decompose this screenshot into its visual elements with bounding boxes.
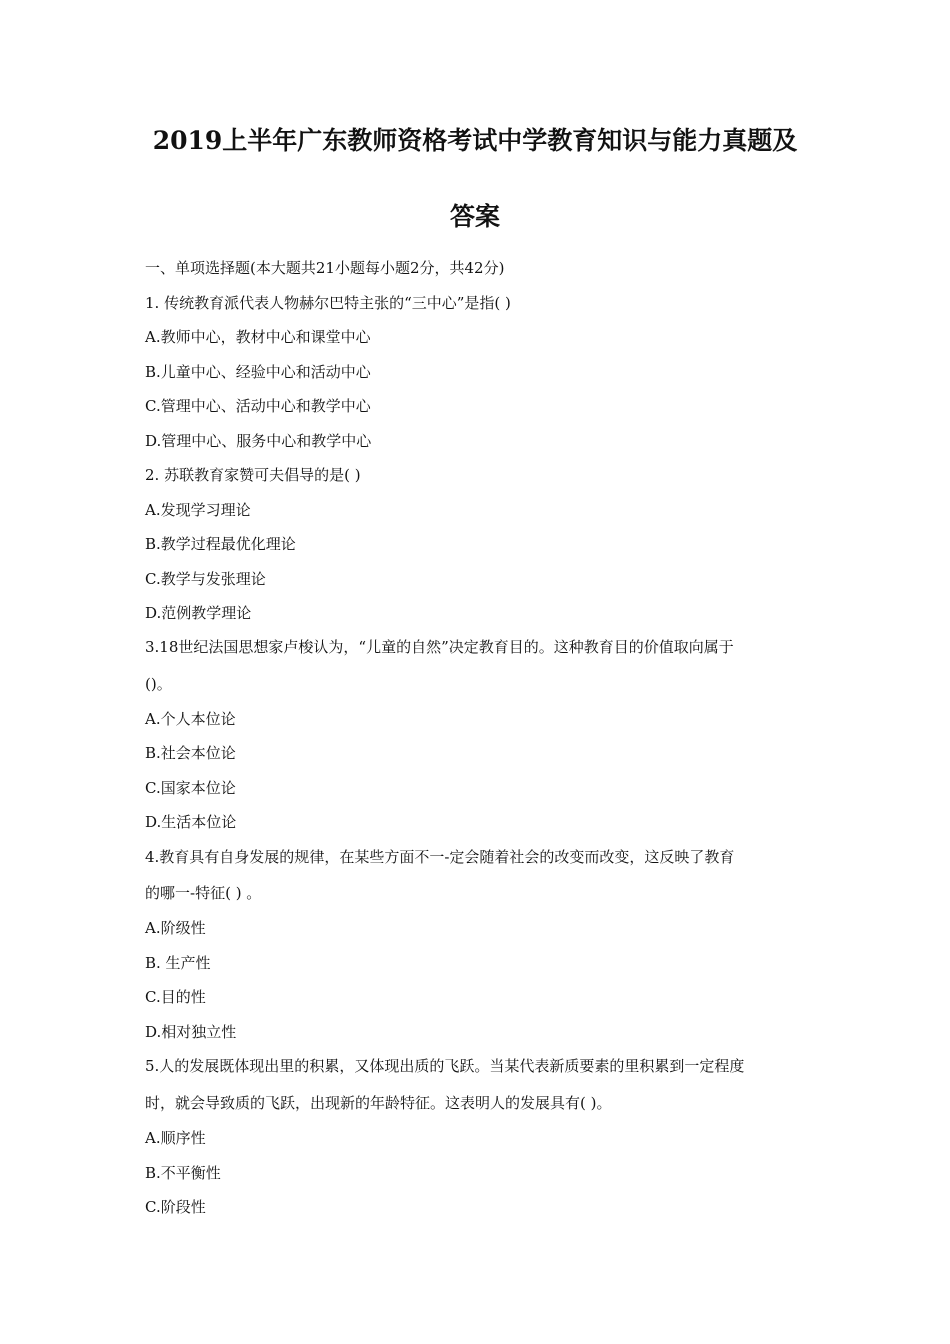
question-3-option-d: D.生活本位论 — [145, 813, 237, 831]
question-4-option-d: D.相对独立性 — [145, 1023, 237, 1041]
question-4-stem-line-1: 4.教育具有自身发展的规律，在某些方面不一-定会随着社会的改变而改变，这反映了教育 — [145, 848, 735, 866]
question-4-stem-line-2: 的哪一-特征( ) 。 — [145, 884, 262, 902]
question-2-option-c: C.教学与发张理论 — [145, 570, 266, 588]
question-2-option-d: D.范例教学理论 — [145, 604, 252, 622]
question-5-stem-line-2: 时，就会导致质的飞跃，出现新的年龄特征。这表明人的发展具有( )。 — [145, 1094, 612, 1112]
question-5-option-c: C.阶段性 — [145, 1198, 206, 1216]
question-2-stem: 2. 苏联教育家赞可夫倡导的是( ) — [145, 466, 361, 484]
question-5-option-b: B.不平衡性 — [145, 1164, 221, 1182]
question-1-option-c: C.管理中心、活动中心和教学中心 — [145, 397, 371, 415]
section-header: 一、单项选择题(本大题共21小题每小题2分，共42分) — [145, 259, 505, 277]
question-1-option-a: A.教师中心，教材中心和课堂中心 — [145, 328, 371, 346]
question-2-option-a: A.发现学习理论 — [145, 501, 251, 519]
question-5-option-a: A.顺序性 — [145, 1129, 206, 1147]
question-1-option-d: D.管理中心、服务中心和教学中心 — [145, 432, 372, 450]
question-3-option-a: A.个人本位论 — [145, 710, 236, 728]
question-4-option-a: A.阶级性 — [145, 919, 206, 937]
question-3-stem-line-1: 3.18世纪法国思想家卢梭认为，“儿童的自然”决定教育目的。这种教育目的价值取向属于 — [145, 638, 734, 656]
question-2-option-b: B.教学过程最优化理论 — [145, 535, 296, 553]
question-3-option-c: C.国家本位论 — [145, 779, 236, 797]
question-3-option-b: B.社会本位论 — [145, 744, 236, 762]
question-1-stem: 1. 传统教育派代表人物赫尔巴特主张的“三中心”是指( ) — [145, 294, 511, 312]
question-5-stem-line-1: 5.人的发展既体现出里的积累，又体现出质的飞跃。当某代表新质要素的里积累到一定程度 — [145, 1057, 745, 1075]
question-4-option-b: B. 生产性 — [145, 954, 211, 972]
question-4-option-c: C.目的性 — [145, 988, 206, 1006]
document-title-line-1: 2019上半年广东教师资格考试中学教育知识与能力真题及 — [152, 126, 798, 155]
question-3-stem-line-2: ()。 — [145, 675, 172, 693]
document-title-line-2: 答案 — [449, 202, 500, 231]
question-1-option-b: B.儿童中心、经验中心和活动中心 — [145, 363, 371, 381]
